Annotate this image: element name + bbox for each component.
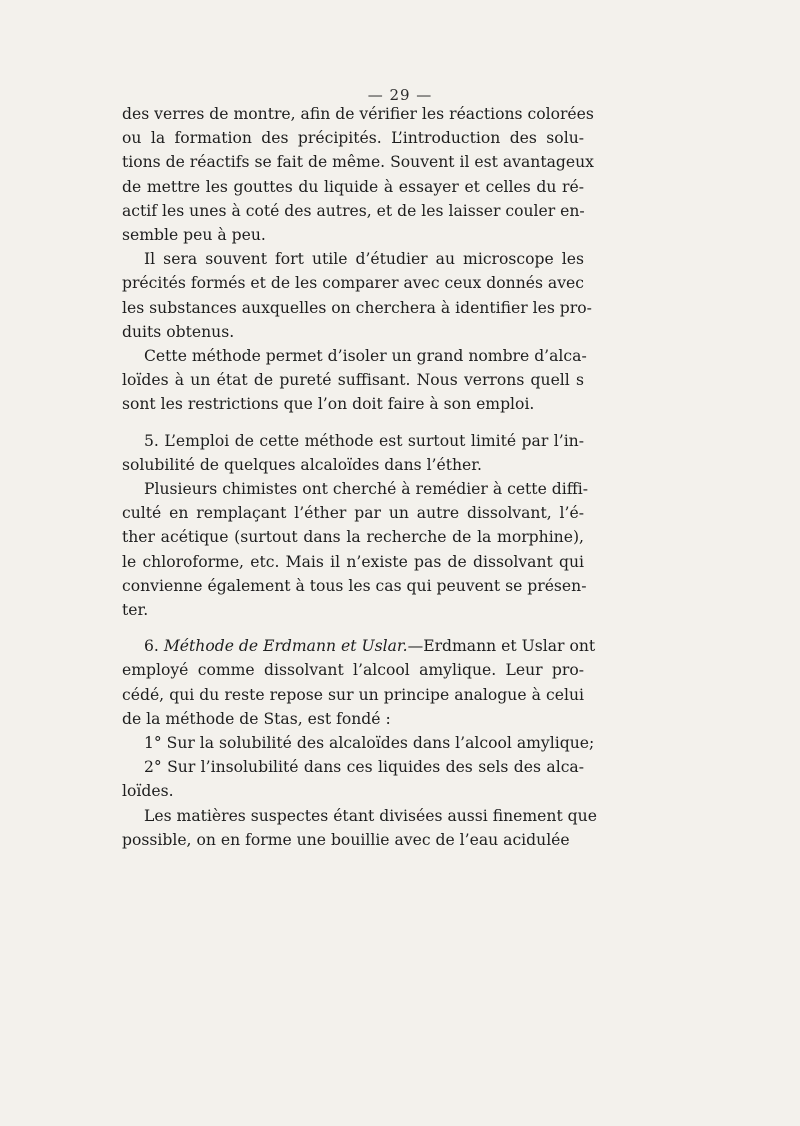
text-line: convienne également à tous les cas qui peuvent se présen- xyxy=(122,576,587,595)
text-line: tions de réactifs se fait de même. Souvent il est avantageux xyxy=(122,153,594,172)
text-line: employé comme dissolvant l’alcool amylique. Leur pro- xyxy=(122,661,584,680)
text-line: sont les restrictions que l’on doit faire à son emploi. xyxy=(122,395,535,414)
text-line: Cette méthode permet d’isoler un grand nombre d’alca- xyxy=(144,347,587,366)
text-line: 6. Méthode de Erdmann et Uslar.—Erdmann et Uslar ont xyxy=(144,637,596,656)
paragraph-p6 xyxy=(122,634,596,731)
section-heading: Méthode de Erdmann et Uslar. xyxy=(163,637,408,656)
paragraph-p8 xyxy=(122,755,584,803)
section-number: 6. xyxy=(144,637,164,656)
text-line: actif les unes à coté des autres, et de les laisser couler en- xyxy=(122,201,585,220)
paragraph-p4 xyxy=(122,429,584,477)
paragraph-p1 xyxy=(122,102,594,247)
text-line: duits obtenus. xyxy=(122,322,235,341)
text-line: les substances auxquelles on cherchera à identifier les pro- xyxy=(122,298,592,317)
paragraph-p5 xyxy=(122,477,589,622)
text-line: solubilité de quelques alcaloïdes dans l’éther. xyxy=(122,455,482,474)
text-line: ther acétique (surtout dans la recherche de la morphine), xyxy=(122,528,584,547)
text-line: ter. xyxy=(122,601,149,620)
text-line: des verres de montre, afin de vérifier les réactions colorées xyxy=(122,105,594,123)
paragraph-p2 xyxy=(122,247,592,344)
paragraph-p9 xyxy=(122,804,597,852)
paragraph-p7 xyxy=(122,731,595,755)
text-line: culté en remplaçant l’éther par un autre dissolvant, l’é- xyxy=(122,504,584,523)
text-line: semble peu à peu. xyxy=(122,226,266,245)
text-line: cédé, qui du reste repose sur un principe analogue à celui xyxy=(122,685,584,704)
text-line: de mettre les gouttes du liquide à essayer et celles du ré- xyxy=(122,177,584,196)
text-line: Les matières suspectes étant divisées aussi finement que xyxy=(144,806,597,825)
text-line: précités formés et de les comparer avec ceux donnés avec xyxy=(122,274,584,293)
text-line: 1° Sur la solubilité des alcaloïdes dans l’alcool amylique; xyxy=(144,734,595,753)
text-line: 5. L’emploi de cette méthode est surtout limité par l’in- xyxy=(144,431,584,450)
paragraph-p3 xyxy=(122,344,587,417)
paragraph-gap xyxy=(122,417,584,429)
text-line: possible, on en forme une bouillie avec de l’eau acidulée xyxy=(122,830,570,849)
text-line: de la méthode de Stas, est fondé : xyxy=(122,709,391,728)
text-line: loïdes. xyxy=(122,782,174,801)
body-text xyxy=(122,102,597,852)
text-line: Il sera souvent fort utile d’étudier au microscope les xyxy=(144,250,584,269)
paragraph-gap xyxy=(122,622,584,634)
text-line: le chloroforme, etc. Mais il n’existe pas de dissolvant qui xyxy=(122,552,584,571)
page-number: — 29 — xyxy=(367,86,433,104)
text-line: ou la formation des précipités. L’introduction des solu- xyxy=(122,129,584,148)
text-line: 2° Sur l’insolubilité dans ces liquides des sels des alca- xyxy=(144,758,584,777)
text-line: Plusieurs chimistes ont cherché à remédier à cette diffi- xyxy=(144,480,589,499)
text-line: loïdes à un état de pureté suffisant. Nous verrons quell s xyxy=(122,371,584,390)
